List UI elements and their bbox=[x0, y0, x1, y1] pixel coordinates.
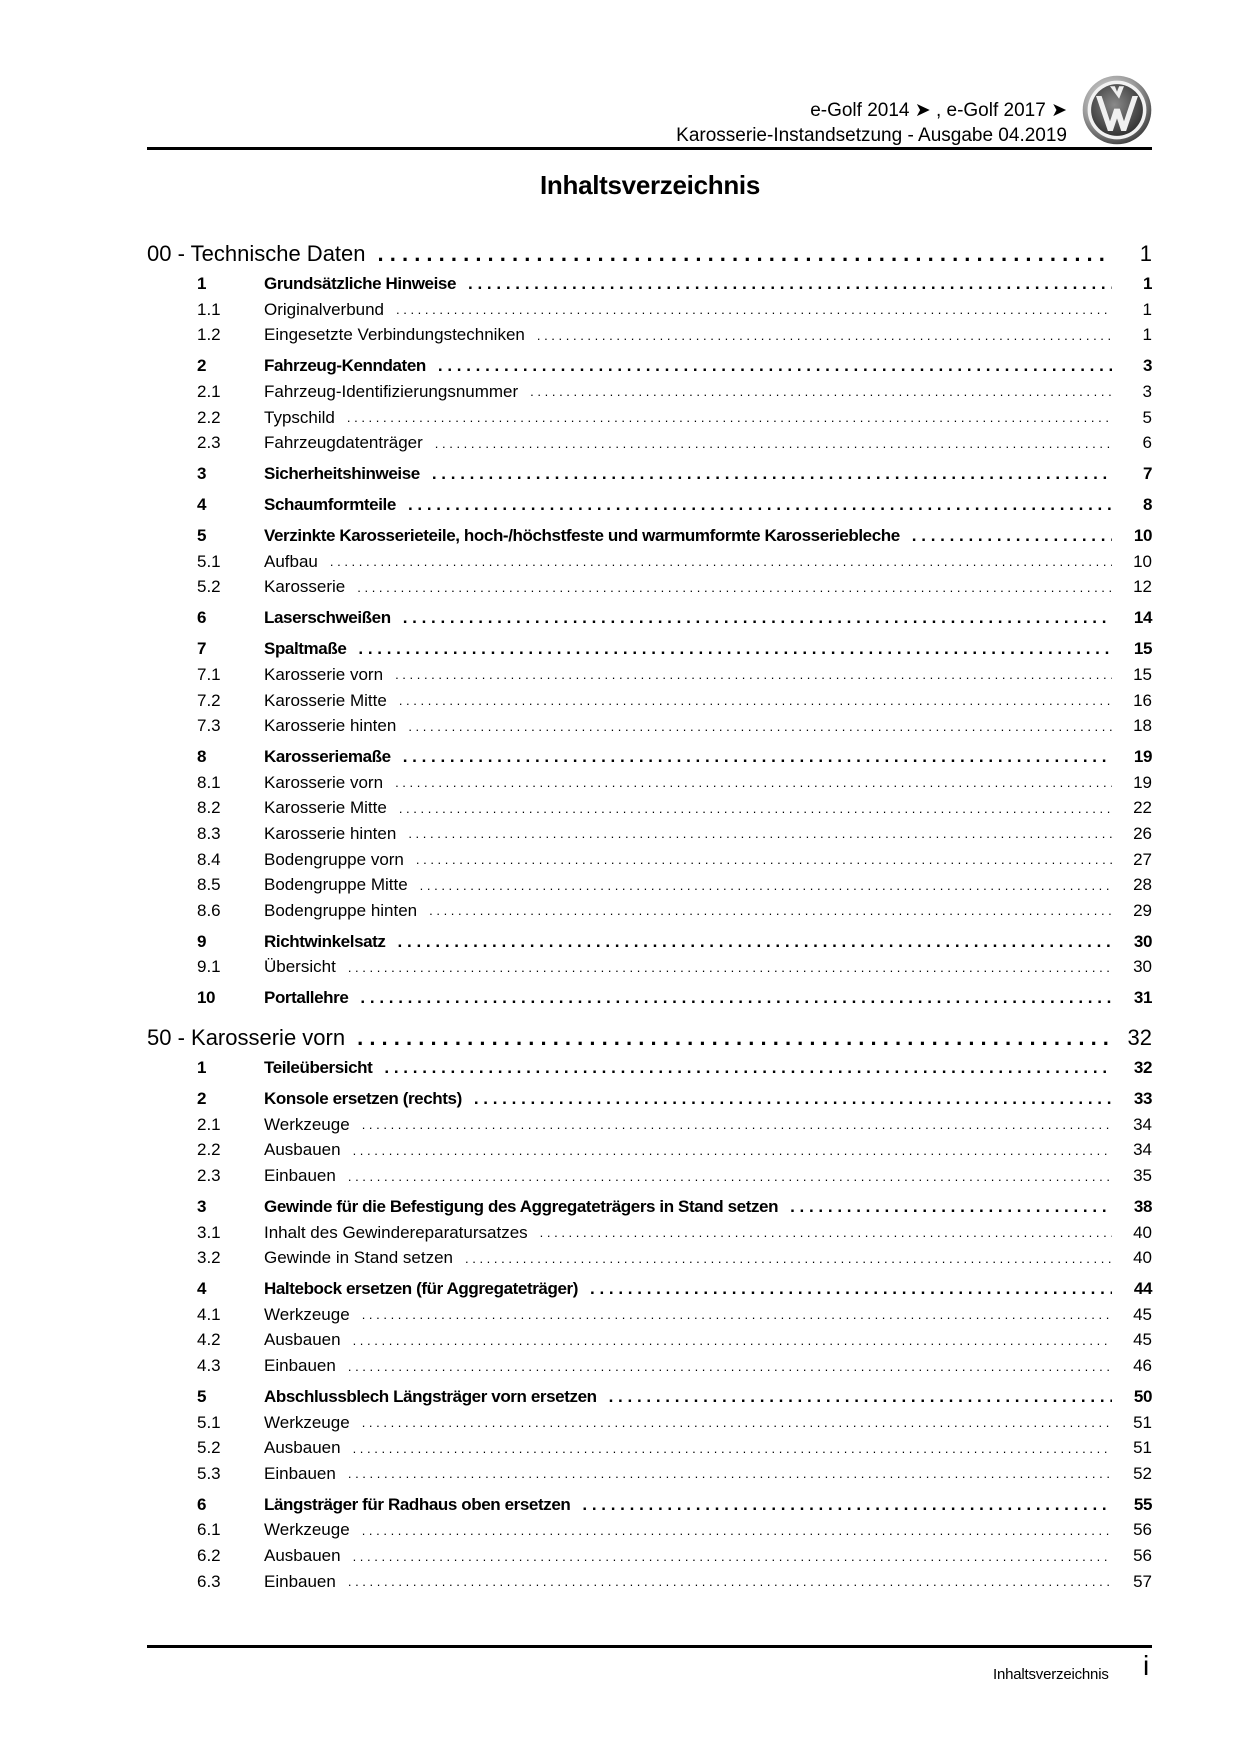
toc-entry-page[interactable]: 52 bbox=[1133, 1463, 1152, 1483]
toc-entry-label[interactable]: Fahrzeugdatenträger bbox=[264, 433, 423, 453]
toc-entry-label[interactable]: Konsole ersetzen (rechts) bbox=[264, 1089, 462, 1109]
toc-entry-page[interactable]: 1 bbox=[1142, 274, 1152, 293]
toc-leader-dots bbox=[408, 719, 1112, 734]
toc-entry-page[interactable]: 7 bbox=[1142, 463, 1152, 483]
toc-entry-page[interactable]: 12 bbox=[1133, 577, 1152, 597]
toc-entry-number: 5.2 bbox=[197, 1438, 221, 1458]
toc-entry-page[interactable]: 29 bbox=[1133, 900, 1152, 920]
toc-entry-number: 4.1 bbox=[197, 1304, 221, 1324]
toc-subentry-row[interactable] bbox=[147, 955, 1152, 981]
toc-entry-page[interactable]: 40 bbox=[1133, 1248, 1152, 1268]
toc-leader-dots bbox=[348, 960, 1112, 975]
toc-leader-dots bbox=[790, 1197, 1112, 1217]
toc-entry-page[interactable]: 19 bbox=[1133, 772, 1152, 792]
table-of-contents bbox=[147, 237, 1152, 1594]
toc-entry-label[interactable]: Grundsätzliche Hinweise bbox=[264, 274, 457, 293]
toc-entry-page[interactable]: 6 bbox=[1142, 433, 1152, 453]
toc-leader-dots bbox=[403, 608, 1112, 628]
toc-entry-page[interactable]: 3 bbox=[1142, 356, 1152, 376]
toc-entry-page[interactable]: 1 bbox=[1142, 299, 1152, 319]
toc-entry-number: 10 bbox=[197, 988, 216, 1008]
toc-entry-page[interactable]: 56 bbox=[1133, 1546, 1152, 1566]
toc-entry-number: 7.3 bbox=[197, 716, 221, 736]
toc-entry-number: 8 bbox=[197, 746, 207, 766]
footer-rule bbox=[147, 1645, 1152, 1648]
toc-chapter-label[interactable]: 50 - Karosserie vorn bbox=[147, 1025, 346, 1051]
toc-entry-page[interactable]: 34 bbox=[1133, 1114, 1152, 1134]
toc-entry-number: 3 bbox=[197, 463, 207, 483]
toc-entry-number: 8.6 bbox=[197, 900, 221, 920]
toc-entry-label[interactable]: Karosserie bbox=[264, 577, 346, 597]
toc-chapter-page[interactable]: 1 bbox=[1139, 241, 1152, 266]
toc-leader-dots bbox=[353, 1143, 1112, 1158]
toc-entry-number: 8.4 bbox=[197, 849, 221, 869]
toc-subentry-row[interactable] bbox=[147, 1461, 1152, 1487]
toc-entry-label[interactable]: Ausbauen bbox=[264, 1546, 341, 1566]
toc-entry-number: 2.2 bbox=[197, 1140, 221, 1160]
toc-subentry-row[interactable] bbox=[147, 1410, 1152, 1436]
toc-entry-number: 1 bbox=[197, 274, 207, 293]
toc-leader-dots bbox=[399, 801, 1112, 816]
toc-entry-number: 4.3 bbox=[197, 1356, 221, 1376]
toc-entry-page[interactable]: 15 bbox=[1133, 639, 1152, 659]
toc-entry-number: 2.1 bbox=[197, 381, 221, 401]
toc-entry-label[interactable]: Werkzeuge bbox=[264, 1304, 350, 1324]
toc-entry-label[interactable]: Karosserie vorn bbox=[264, 772, 384, 792]
toc-leader-dots bbox=[537, 328, 1112, 343]
header-rule bbox=[147, 147, 1152, 150]
toc-leader-dots bbox=[438, 356, 1112, 376]
toc-leader-dots bbox=[347, 410, 1112, 425]
toc-entry-label[interactable]: Sicherheitshinweise bbox=[264, 463, 420, 483]
toc-entry-number: 1.1 bbox=[197, 299, 221, 319]
toc-leader-dots bbox=[416, 852, 1112, 867]
toc-entry-label[interactable]: Gewinde für die Befestigung des Aggregateträgers in Stand setzen bbox=[264, 1196, 779, 1216]
toc-entry-page[interactable]: 30 bbox=[1133, 931, 1152, 951]
toc-entry-row[interactable] bbox=[147, 1055, 1152, 1081]
toc-leader-dots bbox=[912, 526, 1112, 546]
toc-leader-dots bbox=[353, 1441, 1112, 1456]
toc-leader-dots bbox=[403, 747, 1112, 767]
toc-entry-page[interactable]: 56 bbox=[1133, 1520, 1152, 1540]
toc-entry-page[interactable]: 51 bbox=[1133, 1412, 1152, 1432]
vw-logo-icon bbox=[1082, 75, 1152, 145]
toc-entry-number: 7.1 bbox=[197, 664, 221, 684]
toc-subentry-row[interactable] bbox=[147, 1518, 1152, 1544]
toc-subentry-row[interactable] bbox=[147, 770, 1152, 796]
toc-entry-number: 6 bbox=[197, 1494, 207, 1514]
toc-entry-label[interactable]: Übersicht bbox=[264, 957, 336, 977]
toc-leader-dots bbox=[378, 241, 1108, 267]
toc-entry-label[interactable]: Werkzeuge bbox=[264, 1412, 350, 1432]
toc-entry-number: 3.1 bbox=[197, 1222, 221, 1242]
toc-subentry-row[interactable] bbox=[147, 688, 1152, 714]
toc-entry-label[interactable]: Werkzeuge bbox=[264, 1114, 350, 1134]
toc-leader-dots bbox=[396, 302, 1112, 317]
toc-entry-number: 6.1 bbox=[197, 1520, 221, 1540]
toc-leader-dots bbox=[360, 988, 1112, 1008]
header-vehicles: e-Golf 2014 ➤ , e-Golf 2017 ➤ bbox=[810, 100, 1067, 121]
toc-leader-dots bbox=[408, 495, 1112, 515]
toc-entry-label[interactable]: Karosseriemaße bbox=[264, 746, 391, 766]
toc-entry-label[interactable]: Einbauen bbox=[264, 1571, 336, 1591]
toc-subentry-row[interactable] bbox=[147, 323, 1152, 349]
toc-entry-number: 2.3 bbox=[197, 433, 221, 453]
toc-leader-dots bbox=[530, 384, 1112, 399]
toc-entry-row[interactable] bbox=[147, 1492, 1152, 1518]
chapter-gap bbox=[147, 1011, 1152, 1021]
toc-entry-page[interactable]: 50 bbox=[1133, 1386, 1152, 1406]
toc-entry-page[interactable]: 27 bbox=[1133, 849, 1152, 869]
toc-entry-label[interactable]: Aufbau bbox=[264, 551, 318, 571]
toc-entry-page[interactable]: 45 bbox=[1133, 1304, 1152, 1324]
toc-leader-dots bbox=[420, 878, 1112, 893]
toc-entry-row[interactable] bbox=[147, 523, 1152, 549]
toc-leader-dots bbox=[330, 554, 1112, 569]
toc-leader-dots bbox=[362, 1523, 1112, 1538]
toc-subentry-row[interactable] bbox=[147, 1353, 1152, 1379]
toc-subentry-row[interactable] bbox=[147, 1163, 1152, 1189]
toc-subentry-row[interactable] bbox=[147, 1220, 1152, 1246]
toc-entry-number: 2 bbox=[197, 1089, 207, 1109]
toc-entry-page[interactable]: 5 bbox=[1142, 407, 1152, 427]
toc-entry-page[interactable]: 19 bbox=[1133, 746, 1152, 766]
toc-entry-number: 5.2 bbox=[197, 577, 221, 597]
toc-entry-page[interactable]: 38 bbox=[1133, 1196, 1152, 1216]
toc-entry-label[interactable]: Originalverbund bbox=[264, 299, 385, 319]
toc-leader-dots bbox=[357, 1025, 1108, 1051]
toc-leader-dots bbox=[348, 1466, 1112, 1481]
toc-leader-dots bbox=[395, 775, 1112, 790]
toc-entry-page[interactable]: 3 bbox=[1142, 381, 1152, 401]
toc-entry-number: 5 bbox=[197, 1386, 207, 1406]
toc-leader-dots bbox=[395, 667, 1112, 682]
toc-entry-number: 5.1 bbox=[197, 1412, 221, 1432]
toc-entry-number: 7 bbox=[197, 639, 207, 659]
toc-entry-page[interactable]: 26 bbox=[1133, 823, 1152, 843]
toc-entry-page[interactable]: 1 bbox=[1142, 325, 1152, 345]
toc-leader-dots bbox=[399, 693, 1112, 708]
toc-entry-page[interactable]: 33 bbox=[1133, 1089, 1152, 1109]
toc-entry-page[interactable]: 45 bbox=[1133, 1330, 1152, 1350]
toc-entry-row[interactable] bbox=[147, 353, 1152, 379]
toc-entry-number: 3.2 bbox=[197, 1248, 221, 1268]
toc-entry-label[interactable]: Bodengruppe vorn bbox=[264, 849, 404, 869]
toc-entry-label[interactable]: Fahrzeug-Kenndaten bbox=[264, 356, 426, 376]
toc-entry-page[interactable]: 22 bbox=[1133, 798, 1152, 818]
toc-entry-page[interactable]: 14 bbox=[1133, 608, 1152, 628]
toc-entry-label[interactable]: Karosserie hinten bbox=[264, 716, 397, 736]
toc-entry-label[interactable]: Bodengruppe Mitte bbox=[264, 875, 408, 895]
toc-leader-dots bbox=[540, 1225, 1112, 1240]
toc-entry-label[interactable]: Karosserie hinten bbox=[264, 823, 397, 843]
toc-subentry-row[interactable] bbox=[147, 898, 1152, 924]
toc-entry-number: 5.1 bbox=[197, 551, 221, 571]
toc-chapter-row[interactable] bbox=[147, 1021, 1152, 1055]
toc-entry-number: 3 bbox=[197, 1196, 207, 1216]
toc-subentry-row[interactable] bbox=[147, 1245, 1152, 1271]
toc-entry-page[interactable]: 30 bbox=[1133, 957, 1152, 977]
toc-subentry-row[interactable] bbox=[147, 1112, 1152, 1138]
toc-leader-dots bbox=[384, 1058, 1112, 1078]
toc-leader-dots bbox=[362, 1415, 1112, 1430]
toc-entry-number: 5.3 bbox=[197, 1463, 221, 1483]
toc-subentry-row[interactable] bbox=[147, 1328, 1152, 1354]
toc-entry-label[interactable]: Werkzeuge bbox=[264, 1520, 350, 1540]
toc-leader-dots bbox=[357, 580, 1112, 595]
toc-leader-dots bbox=[468, 274, 1112, 294]
toc-entry-number: 9 bbox=[197, 931, 207, 951]
toc-subentry-row[interactable] bbox=[147, 847, 1152, 873]
toc-subentry-row[interactable] bbox=[147, 662, 1152, 688]
toc-subentry-row[interactable] bbox=[147, 1435, 1152, 1461]
toc-entry-page[interactable]: 35 bbox=[1133, 1166, 1152, 1186]
toc-leader-dots bbox=[432, 464, 1112, 484]
toc-entry-page[interactable]: 34 bbox=[1133, 1140, 1152, 1160]
toc-entry-page[interactable]: 10 bbox=[1133, 525, 1152, 545]
toc-leader-dots bbox=[348, 1574, 1112, 1589]
toc-subentry-row[interactable] bbox=[147, 821, 1152, 847]
toc-leader-dots bbox=[362, 1307, 1112, 1322]
toc-subentry-row[interactable] bbox=[147, 297, 1152, 323]
toc-entry-number: 2.1 bbox=[197, 1114, 221, 1134]
toc-entry-label[interactable]: Teileübersicht bbox=[264, 1058, 373, 1078]
toc-leader-dots bbox=[348, 1359, 1112, 1374]
toc-leader-dots bbox=[474, 1089, 1112, 1109]
toc-entry-page[interactable]: 55 bbox=[1133, 1494, 1152, 1514]
toc-entry-label[interactable]: Eingesetzte Verbindungstechniken bbox=[264, 325, 525, 345]
header-manual-title: Karosserie-Instandsetzung - Ausgabe 04.2019 bbox=[676, 125, 1067, 146]
toc-entry-label[interactable]: Fahrzeug-Identifizierungsnummer bbox=[264, 381, 519, 401]
toc-entry-row[interactable] bbox=[147, 271, 1152, 297]
toc-entry-row[interactable] bbox=[147, 985, 1152, 1011]
toc-entry-page[interactable]: 32 bbox=[1133, 1058, 1152, 1078]
toc-entry-page[interactable]: 28 bbox=[1133, 875, 1152, 895]
toc-entry-row[interactable] bbox=[147, 1194, 1152, 1220]
toc-leader-dots bbox=[353, 1549, 1112, 1564]
toc-leader-dots bbox=[408, 826, 1112, 841]
toc-entry-page[interactable]: 8 bbox=[1142, 494, 1152, 514]
toc-entry-label[interactable]: Laserschweißen bbox=[264, 608, 391, 628]
toc-entry-number: 4.2 bbox=[197, 1330, 221, 1350]
toc-subentry-row[interactable] bbox=[147, 1138, 1152, 1164]
toc-leader-dots bbox=[582, 1495, 1112, 1515]
toc-subentry-row[interactable] bbox=[147, 405, 1152, 431]
toc-leader-dots bbox=[590, 1279, 1112, 1299]
toc-chapter-page[interactable]: 32 bbox=[1127, 1025, 1152, 1051]
toc-entry-number: 2.2 bbox=[197, 407, 221, 427]
toc-entry-number: 9.1 bbox=[197, 957, 221, 977]
toc-entry-row[interactable] bbox=[147, 929, 1152, 955]
toc-leader-dots bbox=[609, 1387, 1112, 1407]
toc-entry-label[interactable]: Richtwinkelsatz bbox=[264, 931, 386, 951]
toc-leader-dots bbox=[398, 932, 1112, 952]
toc-entry-label[interactable]: Spaltmaße bbox=[264, 639, 347, 659]
toc-entry-label[interactable]: Ausbauen bbox=[264, 1140, 341, 1160]
toc-entry-row[interactable] bbox=[147, 1086, 1152, 1112]
toc-subentry-row[interactable] bbox=[147, 1302, 1152, 1328]
toc-entry-number: 4 bbox=[197, 494, 207, 514]
toc-entry-label[interactable]: Portallehre bbox=[264, 988, 349, 1008]
toc-entry-label[interactable]: Schaumformteile bbox=[264, 494, 396, 514]
toc-entry-number: 1.2 bbox=[197, 325, 221, 345]
toc-entry-number: 8.1 bbox=[197, 772, 221, 792]
toc-leader-dots bbox=[348, 1169, 1112, 1184]
toc-entry-number: 6 bbox=[197, 608, 207, 628]
toc-subentry-row[interactable] bbox=[147, 713, 1152, 739]
toc-subentry-row[interactable] bbox=[147, 549, 1152, 575]
toc-entry-label[interactable]: Haltebock ersetzen (für Aggregateträger) bbox=[264, 1279, 579, 1299]
toc-entry-label[interactable]: Einbauen bbox=[264, 1356, 336, 1376]
toc-subentry-row[interactable] bbox=[147, 796, 1152, 822]
toc-entry-number: 1 bbox=[197, 1058, 207, 1078]
toc-entry-page[interactable]: 16 bbox=[1133, 690, 1152, 710]
toc-entry-page[interactable]: 46 bbox=[1133, 1356, 1152, 1376]
toc-entry-page[interactable]: 40 bbox=[1133, 1222, 1152, 1242]
toc-entry-label[interactable]: Längsträger für Radhaus oben ersetzen bbox=[264, 1494, 571, 1514]
toc-leader-dots bbox=[435, 436, 1112, 451]
toc-entry-page[interactable]: 31 bbox=[1133, 988, 1152, 1008]
toc-chapter-row[interactable] bbox=[147, 237, 1152, 271]
toc-leader-dots bbox=[362, 1117, 1112, 1132]
toc-entry-number: 6.3 bbox=[197, 1571, 221, 1591]
toc-leader-dots bbox=[465, 1251, 1112, 1266]
toc-entry-number: 6.2 bbox=[197, 1546, 221, 1566]
toc-entry-label[interactable]: Abschlussblech Längsträger vorn ersetzen bbox=[264, 1386, 597, 1406]
toc-entry-row[interactable] bbox=[147, 492, 1152, 518]
toc-entry-row[interactable] bbox=[147, 605, 1152, 631]
toc-entry-page[interactable]: 10 bbox=[1133, 551, 1152, 571]
toc-entry-label[interactable]: Karosserie Mitte bbox=[264, 798, 387, 818]
toc-entry-label[interactable]: Karosserie vorn bbox=[264, 664, 384, 684]
toc-leader-dots bbox=[353, 1333, 1112, 1348]
toc-entry-label[interactable]: Ausbauen bbox=[264, 1330, 341, 1350]
toc-entry-row[interactable] bbox=[147, 744, 1152, 770]
toc-entry-page[interactable]: 15 bbox=[1133, 664, 1152, 684]
toc-entry-number: 8.5 bbox=[197, 875, 221, 895]
toc-entry-page[interactable]: 18 bbox=[1133, 716, 1152, 736]
toc-entry-number: 8.3 bbox=[197, 823, 221, 843]
toc-entry-label[interactable]: Karosserie Mitte bbox=[264, 690, 387, 710]
toc-subentry-row[interactable] bbox=[147, 1543, 1152, 1569]
page-title: Inhaltsverzeichnis bbox=[539, 170, 761, 200]
toc-leader-dots bbox=[429, 903, 1112, 918]
toc-entry-number: 8.2 bbox=[197, 798, 221, 818]
toc-subentry-row[interactable] bbox=[147, 872, 1152, 898]
toc-entry-number: 7.2 bbox=[197, 690, 221, 710]
toc-entry-label[interactable]: Inhalt des Gewindereparatursatzes bbox=[264, 1222, 528, 1242]
toc-entry-label[interactable]: Gewinde in Stand setzen bbox=[264, 1248, 454, 1268]
toc-entry-label[interactable]: Verzinkte Karosserieteile, hoch-/höchstfeste und warmumformte Karosseriebleche bbox=[264, 525, 900, 545]
footer-section-title: Inhaltsverzeichnis bbox=[993, 1666, 1109, 1683]
toc-entry-label[interactable]: Einbauen bbox=[264, 1463, 336, 1483]
toc-subentry-row[interactable] bbox=[147, 1569, 1152, 1595]
toc-entry-row[interactable] bbox=[147, 461, 1152, 487]
toc-entry-row[interactable] bbox=[147, 636, 1152, 662]
toc-entry-label[interactable]: Typschild bbox=[264, 407, 335, 427]
toc-entry-label[interactable]: Ausbauen bbox=[264, 1438, 341, 1458]
toc-entry-number: 4 bbox=[197, 1279, 207, 1299]
toc-entry-page[interactable]: 57 bbox=[1133, 1571, 1152, 1591]
toc-subentry-row[interactable] bbox=[147, 575, 1152, 601]
toc-entry-page[interactable]: 51 bbox=[1133, 1438, 1152, 1458]
toc-subentry-row[interactable] bbox=[147, 379, 1152, 405]
toc-entry-number: 5 bbox=[197, 525, 207, 545]
toc-chapter-label[interactable]: 00 - Technische Daten bbox=[147, 241, 366, 266]
toc-entry-row[interactable] bbox=[147, 1276, 1152, 1302]
footer-page-number: i bbox=[1143, 1650, 1150, 1681]
toc-entry-label[interactable]: Einbauen bbox=[264, 1166, 336, 1186]
toc-leader-dots bbox=[358, 639, 1112, 659]
toc-entry-row[interactable] bbox=[147, 1384, 1152, 1410]
toc-entry-number: 2.3 bbox=[197, 1166, 221, 1186]
toc-entry-page[interactable]: 44 bbox=[1133, 1279, 1152, 1299]
toc-subentry-row[interactable] bbox=[147, 430, 1152, 456]
toc-entry-number: 2 bbox=[197, 356, 207, 376]
toc-entry-label[interactable]: Bodengruppe hinten bbox=[264, 900, 418, 920]
